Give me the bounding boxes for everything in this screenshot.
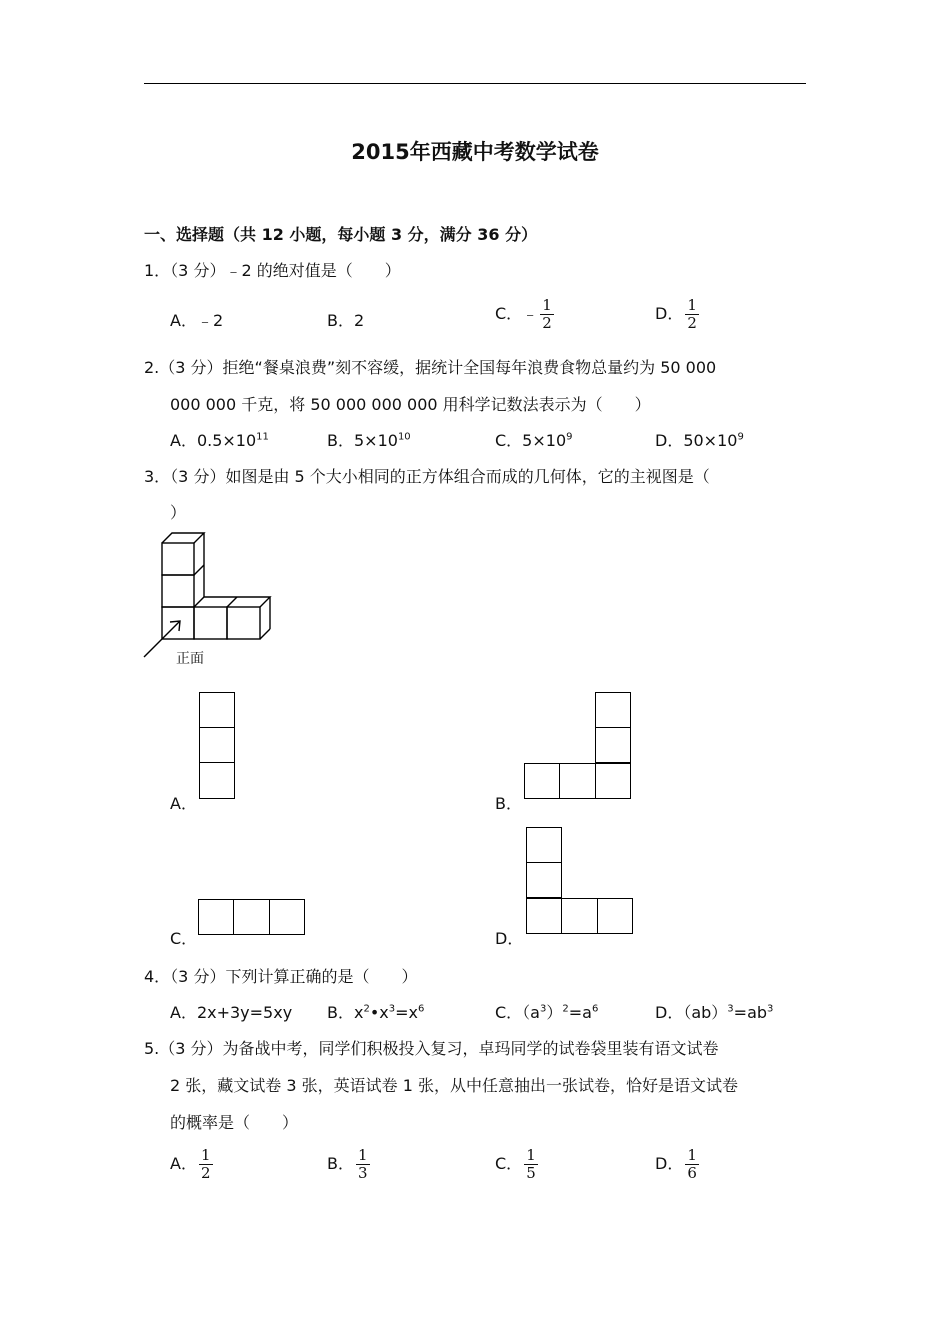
cube-front-top (162, 543, 194, 575)
header-rule (144, 83, 806, 84)
q2-line-2: 000 000 千克，将 50 000 000 000 用科学记数法表示为（ ） (170, 395, 651, 414)
cube-front-middle (162, 575, 194, 607)
q4-stem: 4．（3 分）下列计算正确的是（ ） (144, 967, 418, 986)
q1-d-prefix: D． (655, 304, 684, 323)
q1-c-prefix: C．﹣ (495, 304, 539, 323)
q3-a-square (199, 692, 235, 728)
q3-d-square (526, 862, 562, 898)
q5-d-fraction: $\frac{1}{6}$ (687, 1146, 697, 1182)
q3-c-square (233, 899, 270, 935)
q3-option-a: A． (170, 794, 197, 813)
q3-b-square (595, 763, 631, 799)
q3-d-square (526, 898, 562, 934)
q3-isometric-figure (140, 530, 280, 670)
q5-b-fraction: $\frac{1}{3}$ (357, 1146, 368, 1182)
cube-front-row-2 (194, 607, 227, 639)
q1-c-fraction: $\frac{1}{2}$ (542, 296, 552, 332)
q3-d-square (526, 827, 562, 863)
q2-option-c: C．$5\times 10^9$ (495, 431, 573, 450)
q3-b-square (559, 763, 596, 799)
q1-option-d (655, 297, 699, 332)
q1-option-c (495, 297, 554, 332)
q2-option-a: A．$0.5\times 10^{11}$ (170, 431, 269, 450)
q3-option-c: C． (170, 929, 198, 948)
q3-c-square (269, 899, 305, 935)
q4-option-b: B．$x^2•x^3=x^6$ (327, 1003, 425, 1022)
q3-a-square (199, 727, 235, 763)
q3-option-b: B． (495, 794, 522, 813)
q1-d-fraction: $\frac{1}{2}$ (687, 296, 697, 332)
q5-line-3: 的概率是（ ） (170, 1113, 299, 1132)
q2-option-d: D．$50\times 10^9$ (655, 431, 744, 450)
q3-line-2: ） (170, 503, 187, 522)
q5-option-a: A． $\frac{1}{2}$ (170, 1146, 211, 1182)
q5-line-1: 5.（3 分）为备战中考，同学们积极投入复习，卓玛同学的试卷袋里装有语文试卷 (144, 1039, 719, 1058)
q2-option-b: B．$5\times 10^{10}$ (327, 431, 411, 450)
q5-option-b: B． $\frac{1}{3}$ (327, 1146, 368, 1182)
q5-a-fraction: $\frac{1}{2}$ (200, 1146, 211, 1182)
q3-c-square (198, 899, 234, 935)
q3-b-square (595, 692, 631, 728)
q3-b-square (524, 763, 560, 799)
q3-option-d: D． (495, 929, 524, 948)
q3-b-square (595, 727, 631, 763)
q3-figure-label: 正面 (176, 651, 204, 667)
q2-line-1: 2.（3 分）拒绝“餐桌浪费”刻不容缓，据统计全国每年浪费食物总量约为 50 000 (144, 358, 717, 377)
q3-a-square (199, 762, 235, 799)
cube-front-row-3 (227, 607, 260, 639)
q1-option-a: A．﹣2 (170, 311, 224, 330)
q3-line-1: 3．（3 分）如图是由 5 个大小相同的正方体组合而成的几何体，它的主视图是（ (144, 467, 710, 486)
q4-option-a: A．2x+3y=5xy (170, 1003, 293, 1022)
q5-option-c: C． $\frac{1}{5}$ (495, 1146, 536, 1182)
q3-d-square (597, 898, 633, 934)
q1-option-b: B．2 (327, 311, 365, 330)
q4-option-d: D．$(ab)^3=ab^3$ (655, 1003, 774, 1022)
q3-d-square (561, 898, 598, 934)
q4-option-c: C．$(a^3)^2=a^6$ (495, 1003, 599, 1022)
q5-option-d: D． $\frac{1}{6}$ (655, 1146, 697, 1182)
section-heading: 一、选择题（共 12 小题，每小题 3 分，满分 36 分） (144, 225, 538, 244)
q5-c-fraction: $\frac{1}{5}$ (526, 1146, 536, 1182)
page-title: 2015年西藏中考数学试卷 (351, 140, 599, 164)
q1-stem: 1．（3 分）﹣2 的绝对值是（ ） (144, 261, 401, 280)
q5-line-2: 2 张，藏文试卷 3 张，英语试卷 1 张，从中任意抽出一张试卷，恰好是语文试卷 (170, 1076, 738, 1095)
